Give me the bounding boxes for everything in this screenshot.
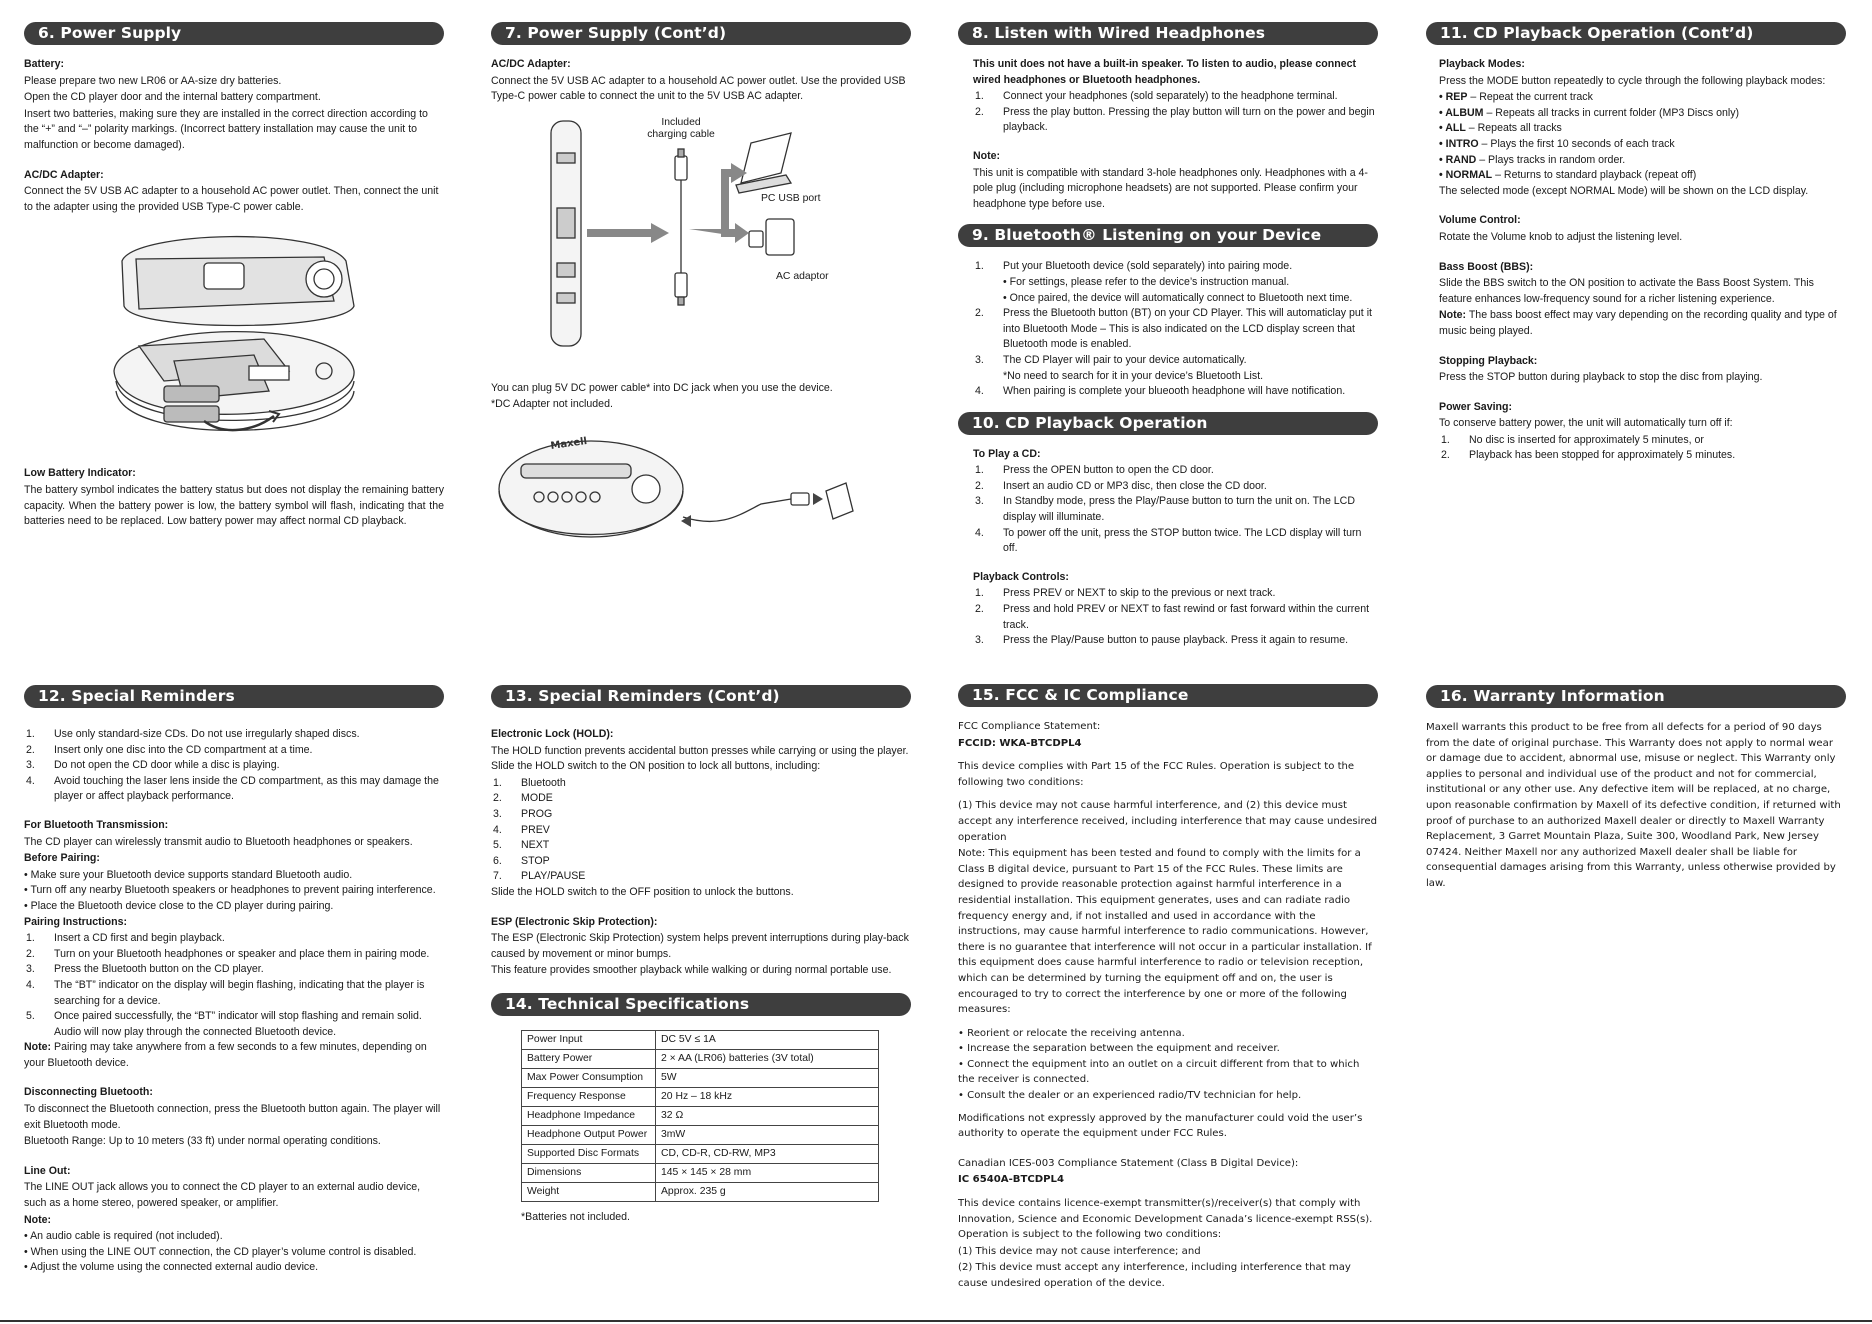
- list-item: 7. PLAY/PAUSE: [493, 870, 586, 883]
- table-row: Frequency Response 20 Hz – 18 kHz: [522, 1087, 879, 1106]
- section-title: 8. Listen with Wired Headphones: [958, 22, 1378, 45]
- cable-label: Included charging cable: [647, 116, 715, 140]
- list-item: • REP – Repeat the current track: [1439, 91, 1593, 104]
- playback-controls-heading: Playback Controls:: [973, 570, 1069, 583]
- list-item: • ALBUM – Repeats all tracks in current folder (MP3 Discs only): [1439, 106, 1740, 119]
- stopping-heading: Stopping Playback:: [1439, 354, 1538, 367]
- hold-heading: Electronic Lock (HOLD):: [491, 728, 614, 740]
- bt-transmission-text: The CD player can wirelessly transmit audio to Bluetooth headphones or speakers.: [24, 835, 413, 848]
- list-item: 4. PREV: [493, 823, 550, 836]
- battery-text-1: Please prepare two new LR06 or AA-size dry batteries.: [24, 74, 282, 87]
- before-pairing-heading: Before Pairing:: [24, 852, 100, 865]
- table-row: Headphone Impedance 32 Ω: [522, 1106, 879, 1125]
- acdc-heading: AC/DC Adapter:: [24, 168, 104, 181]
- list-item: • ALL – Repeats all tracks: [1439, 122, 1562, 135]
- section-special-reminders-contd: [491, 685, 911, 1227]
- section-warranty: [1426, 685, 1846, 893]
- table-row: Power Input DC 5V ≤ 1A: [522, 1030, 879, 1049]
- list-item: • Make sure your Bluetooth device supports standard Bluetooth audio.: [24, 868, 353, 881]
- fcc-text-4: Modifications not expressly approved by the manufacturer could void the user’s authority to operate the equipment under FCC Rules.: [958, 1112, 1363, 1140]
- battery-text-3: Insert two batteries, making sure they are installed in the correct direction according to the “+” and “–” polarity markings. (Incorrect battery installation may cause the unit to malfunction or become damaged).: [24, 107, 428, 151]
- power-saving-list: [1426, 433, 1846, 464]
- spec-footnote: *Batteries not included.: [521, 1210, 630, 1223]
- volume-text: Rotate the Volume knob to adjust the listening level.: [1439, 230, 1683, 243]
- list-item: • NORMAL – Returns to standard playback (repeat off): [1439, 169, 1697, 182]
- charging-diagram: [491, 113, 911, 351]
- pc-usb-label: PC USB port: [761, 192, 821, 204]
- stopping-text: Press the STOP button during playback to stop the disc from playing.: [1439, 371, 1763, 384]
- list-item: 4. When pairing is complete your blueooth headphone will have notification.: [975, 385, 1346, 398]
- section-title: 12. Special Reminders: [24, 685, 444, 708]
- section-power-supply-contd: [491, 22, 911, 579]
- table-row: Headphone Output Power 3mW: [522, 1125, 879, 1144]
- acdc-text: Connect the 5V USB AC adapter to a household AC power outlet. Use the provided USB Type-C power cable to connect the unit to the 5V USB AC adapter.: [491, 74, 906, 103]
- list-item: 4. The “BT” indicator on the display will begin flashing, indicating that the player is searching for a device.: [26, 978, 425, 1007]
- spec-table: [521, 1030, 879, 1202]
- list-item: 6. STOP: [493, 854, 550, 867]
- fcc-text-2: (1) This device may not cause harmful interference, and (2) this device must accept any interference received, including interference that may cause undesired operation: [958, 800, 1378, 843]
- list-item: • Connect the equipment into an outlet on a circuit different from that to which the receiver is connected.: [958, 1058, 1360, 1086]
- list-item: 3. Do not open the CD door while a disc is playing.: [26, 759, 280, 772]
- cd-player-charging-illustration: [491, 419, 911, 579]
- list-item: 3. The CD Player will pair to your device automatically. *No need to search for it in your device’s Bluetooth List.: [975, 353, 1264, 382]
- pairing-heading: Pairing Instructions:: [24, 915, 128, 928]
- ic-text-2: (1) This device may not cause interference; and: [958, 1245, 1201, 1257]
- bt-range-text: Bluetooth Range: Up to 10 meters (33 ft) under normal operating conditions.: [24, 1135, 381, 1148]
- bluetooth-steps: [958, 259, 1378, 399]
- esp-text-2: This feature provides smoother playback while walking or during normal portable use.: [491, 964, 892, 977]
- table-row: Supported Disc Formats CD, CD-R, CD-RW, MP3: [522, 1144, 879, 1163]
- list-item: 3. In Standby mode, press the Play/Pause button to turn the unit on. The LCD display will illuminate.: [975, 495, 1355, 524]
- bass-boost-note: Note: The bass boost effect may vary depending on the recording quality and type of music being played.: [1439, 309, 1837, 337]
- list-item: • Turn off any nearby Bluetooth speakers or headphones to prevent pairing interference.: [24, 884, 436, 897]
- section-title-bluetooth: 9. Bluetooth® Listening on your Device: [958, 224, 1378, 247]
- charging-diagram-drawing: [491, 113, 911, 351]
- power-saving-heading: Power Saving:: [1439, 400, 1512, 413]
- dc-jack-note: You can plug 5V DC power cable* into DC jack when you use the device.: [491, 381, 833, 394]
- section-title: 11. CD Playback Operation (Cont’d): [1426, 22, 1846, 45]
- ac-adaptor-label: AC adaptor: [776, 270, 829, 282]
- list-item: • RAND – Plays tracks in random order.: [1439, 153, 1626, 166]
- section-title: 15. FCC & IC Compliance: [958, 684, 1378, 707]
- list-item: • When using the LINE OUT connection, the CD player’s volume control is disabled.: [24, 1245, 417, 1258]
- section-cd-playback-contd: [1426, 22, 1846, 464]
- power-saving-text: To conserve battery power, the unit will automatically turn off if:: [1439, 417, 1733, 430]
- list-item: • Increase the separation between the equipment and receiver.: [958, 1043, 1280, 1055]
- low-battery-heading: Low Battery Indicator:: [24, 467, 136, 480]
- bass-boost-text: Slide the BBS switch to the ON position to activate the Bass Boost System. This feature enhances low-frequency sound for a richer listening experience.: [1439, 277, 1814, 305]
- list-item: • Reorient or relocate the receiving antenna.: [958, 1027, 1185, 1039]
- list-item: • Adjust the volume using the connected external audio device.: [24, 1261, 319, 1274]
- section-power-supply: [24, 22, 444, 531]
- section-special-reminders: [24, 685, 444, 1276]
- bt-transmission-heading: For Bluetooth Transmission:: [24, 818, 169, 831]
- section-title: 16. Warranty Information: [1426, 685, 1846, 708]
- dc-adapter-note: *DC Adapter not included.: [491, 398, 613, 411]
- playback-modes-heading: Playback Modes:: [1439, 58, 1525, 70]
- fcc-statement-heading: FCC Compliance Statement:: [958, 721, 1101, 732]
- list-item: 5. NEXT: [493, 839, 550, 852]
- battery-compartment-illustration: [24, 221, 444, 459]
- line-out-heading: Line Out:: [24, 1164, 71, 1177]
- list-item: 1. Press the OPEN button to open the CD door.: [975, 464, 1214, 477]
- table-row: Battery Power 2 × AA (LR06) batteries (3V total): [522, 1049, 879, 1068]
- section-title: 13. Special Reminders (Cont’d): [491, 685, 911, 708]
- volume-heading: Volume Control:: [1439, 214, 1521, 227]
- list-item: 1. Put your Bluetooth device (sold separately) into pairing mode. • For settings, please refer to the device’s instruction manual. • Once paired, the device will automatically connect to Bluetooth next time.: [975, 260, 1353, 304]
- section-title: 6. Power Supply: [24, 22, 444, 45]
- section-title-specs: 14. Technical Specifications: [491, 993, 911, 1016]
- low-battery-text: The battery symbol indicates the battery status but does not display the remaining battery capacity. When the battery power is low, the battery symbol will flash, indicating that the batteries need to be replaced. Low battery power may affect normal CD playback.: [24, 483, 444, 528]
- acdc-text: Connect the 5V USB AC adapter to a household AC power outlet. Then, connect the unit to the adapter using the provided USB Type-C power cable.: [24, 185, 439, 213]
- playback-modes-text: Press the MODE button repeatedly to cycle through the following playback modes:: [1439, 74, 1826, 87]
- bass-boost-heading: Bass Boost (BBS):: [1439, 260, 1534, 273]
- battery-heading: Battery:: [24, 58, 65, 70]
- disconnect-heading: Disconnecting Bluetooth:: [24, 1086, 153, 1099]
- acdc-heading: AC/DC Adapter:: [491, 58, 571, 70]
- modes-end-text: The selected mode (except NORMAL Mode) will be shown on the LCD display.: [1439, 184, 1809, 197]
- list-item: 4. Avoid touching the laser lens inside the CD compartment, as this may damage the player or affect playback performance.: [26, 774, 439, 803]
- fcc-id: FCCID: WKA-BTCDPL4: [958, 737, 1082, 749]
- fcc-text-3: Note: This equipment has been tested and found to comply with the limits for a Class B digital device, pursuant to Part 15 of the FCC Rules. These limits are designed to provide reasonable protection against harmful interference in a residential installation. This equipment generates, uses and can radiate radio frequency energy and, if not installed and used in accordance with the instructions, may cause harmful interference to radio communications. However, there is no guarantee that interference will not occur in a particular installation. If this equipment does cause harmful interference to radio or television reception, which can be determined by turning the equipment off and on, the user is encouraged to try to correct the interference by one or more of the following measures:: [958, 848, 1372, 1016]
- list-item: 2. Insert only one disc into the CD compartment at a time.: [26, 743, 313, 756]
- line-out-note-heading: Note:: [24, 1213, 52, 1226]
- list-item: 4. To power off the unit, press the STOP button twice. The LCD display will turn off.: [975, 526, 1362, 555]
- list-item: 1. Insert a CD first and begin playback.: [26, 932, 225, 945]
- pairing-note: Note: Pairing may take anywhere from a few seconds to a few minutes, depending on your Bluetooth device.: [24, 1041, 427, 1069]
- table-row: Weight Approx. 235 g: [522, 1182, 879, 1201]
- ices-heading: Canadian ICES-003 Compliance Statement (Class B Digital Device):: [958, 1157, 1299, 1169]
- table-row: Max Power Consumption 5W: [522, 1068, 879, 1087]
- section-wired-headphones: [958, 22, 1378, 649]
- list-item: 2. Press and hold PREV or NEXT to fast rewind or fast forward within the current track.: [975, 603, 1370, 631]
- hold-end-text: Slide the HOLD switch to the OFF position to unlock the buttons.: [491, 885, 794, 898]
- page-bottom-rule: [0, 1320, 1872, 1322]
- esp-text: The ESP (Electronic Skip Protection) system helps prevent interruptions during play-back caused by movement or minor bumps.: [491, 932, 909, 960]
- headphones-intro: This unit does not have a built-in speaker. To listen to audio, please connect wired headphones or Bluetooth headphones.: [973, 58, 1357, 86]
- section-title-cd-playback: 10. CD Playback Operation: [958, 412, 1378, 435]
- list-item: 1. No disc is inserted for approximately 5 minutes, or: [1441, 433, 1704, 446]
- playback-controls-steps: [958, 586, 1378, 648]
- note-heading: Note:: [973, 149, 1001, 162]
- list-item: 1. Press PREV or NEXT to skip to the previous or next track.: [975, 587, 1276, 600]
- section-fcc-compliance: [958, 684, 1378, 1293]
- list-item: • Place the Bluetooth device close to the CD player during pairing.: [24, 899, 334, 912]
- pairing-list: [24, 931, 444, 1040]
- list-item: 2. Playback has been stopped for approximately 5 minutes.: [1441, 449, 1736, 462]
- list-item: 5. Once paired successfully, the “BT” indicator will stop flashing and remain solid. Audio will now play through the connected Bluetooth device.: [26, 1010, 422, 1038]
- list-item: 2. Press the play button. Pressing the play button will turn on the power and begin playback.: [975, 105, 1375, 134]
- list-item: 1. Connect your headphones (sold separately) to the headphone terminal.: [975, 90, 1338, 103]
- line-out-text: The LINE OUT jack allows you to connect the CD player to an external audio device, such as a home stereo, powered speaker, or amplifier.: [24, 1181, 421, 1210]
- fcc-text-1: This device complies with Part 15 of the FCC Rules. Operation is subject to the following two conditions:: [958, 761, 1355, 788]
- list-item: 2. Turn on your Bluetooth headphones or speaker and place them in pairing mode.: [26, 947, 430, 960]
- list-item: 2. Insert an audio CD or MP3 disc, then close the CD door.: [975, 479, 1267, 492]
- play-cd-steps: [958, 463, 1378, 557]
- list-item: 3. Press the Bluetooth button on the CD player.: [26, 963, 264, 976]
- list-item: • An audio cable is required (not included).: [24, 1230, 223, 1243]
- list-item: 3. Press the Play/Pause button to pause playback. Press it again to resume.: [975, 634, 1349, 647]
- list-item: 1. Use only standard-size CDs. Do not use irregularly shaped discs.: [26, 728, 360, 740]
- list-item: 2. Press the Bluetooth button (BT) on your CD Player. This will automaticlay put it into Bluetooth Mode – This is also indicated on the LCD display screen that Bluetooth mode is enabled.: [975, 307, 1372, 351]
- reminder-list: [24, 727, 444, 805]
- hold-list: [491, 776, 911, 885]
- brand-logo: Maxell: [549, 435, 588, 452]
- table-row: Dimensions 145 × 145 × 28 mm: [522, 1163, 879, 1182]
- battery-text-2: Open the CD player door and the internal battery compartment.: [24, 91, 321, 104]
- ic-text-1: This device contains licence-exempt transmitter(s)/receiver(s) that comply with Innovation, Science and Economic Development Canada’s licence-exempt RSS(s). Operation is subject to the following two conditions:: [958, 1198, 1373, 1241]
- list-item: 3. PROG: [493, 807, 553, 820]
- play-cd-heading: To Play a CD:: [973, 447, 1041, 460]
- list-item: 1. Bluetooth: [493, 776, 566, 789]
- hold-text: The HOLD function prevents accidental button presses while carrying or using the player. Slide the HOLD switch to the ON position to lock all buttons, including:: [491, 744, 909, 773]
- headphones-steps: [958, 89, 1378, 136]
- ic-text-3: (2) This device must accept any interference, including interference that may cause undesired operation of the device.: [958, 1262, 1351, 1289]
- esp-heading: ESP (Electronic Skip Protection):: [491, 915, 658, 928]
- section-title: 7. Power Supply (Cont’d): [491, 22, 911, 45]
- warranty-text: Maxell warrants this product to be free from all defects for a period of 90 days from the date of original purchase. This Warranty does not apply to normal wear or damage due to accident, abnormal use, misuse or neglect. This Warranty only applies to personal and individual use of the product and not for commercial, institutional or any other use. Any defective item will be replaced, at no charge, upon reasonable confirmation by Maxell of its defective condition, if returned with proof of purchase to an authorized Maxell dealer or directly to Maxell Warranty Replacement, 3 Garret Mountain Plaza, Suite 300, Woodland Park, New Jersey 07424. Neither Maxell nor any authorized Maxell dealer shall be liable for consequential damages arising from this Warranty, unless otherwise provided by law.: [1426, 722, 1841, 889]
- ic-id: IC 6540A-BTCDPL4: [958, 1174, 1064, 1186]
- note-text: This unit is compatible with standard 3-hole headphones only. Headphones with a 4-pole plug (including microphone headsets) are not supported. Please confirm your headphone type before use.: [973, 166, 1368, 210]
- mode-list: [1426, 90, 1846, 184]
- disconnect-text: To disconnect the Bluetooth connection, press the Bluetooth button again. The player will exit Bluetooth mode.: [24, 1103, 441, 1131]
- list-item: • INTRO – Plays the first 10 seconds of each track: [1439, 137, 1675, 150]
- list-item: • Consult the dealer or an experienced radio/TV technician for help.: [958, 1090, 1302, 1102]
- list-item: 2. MODE: [493, 792, 553, 805]
